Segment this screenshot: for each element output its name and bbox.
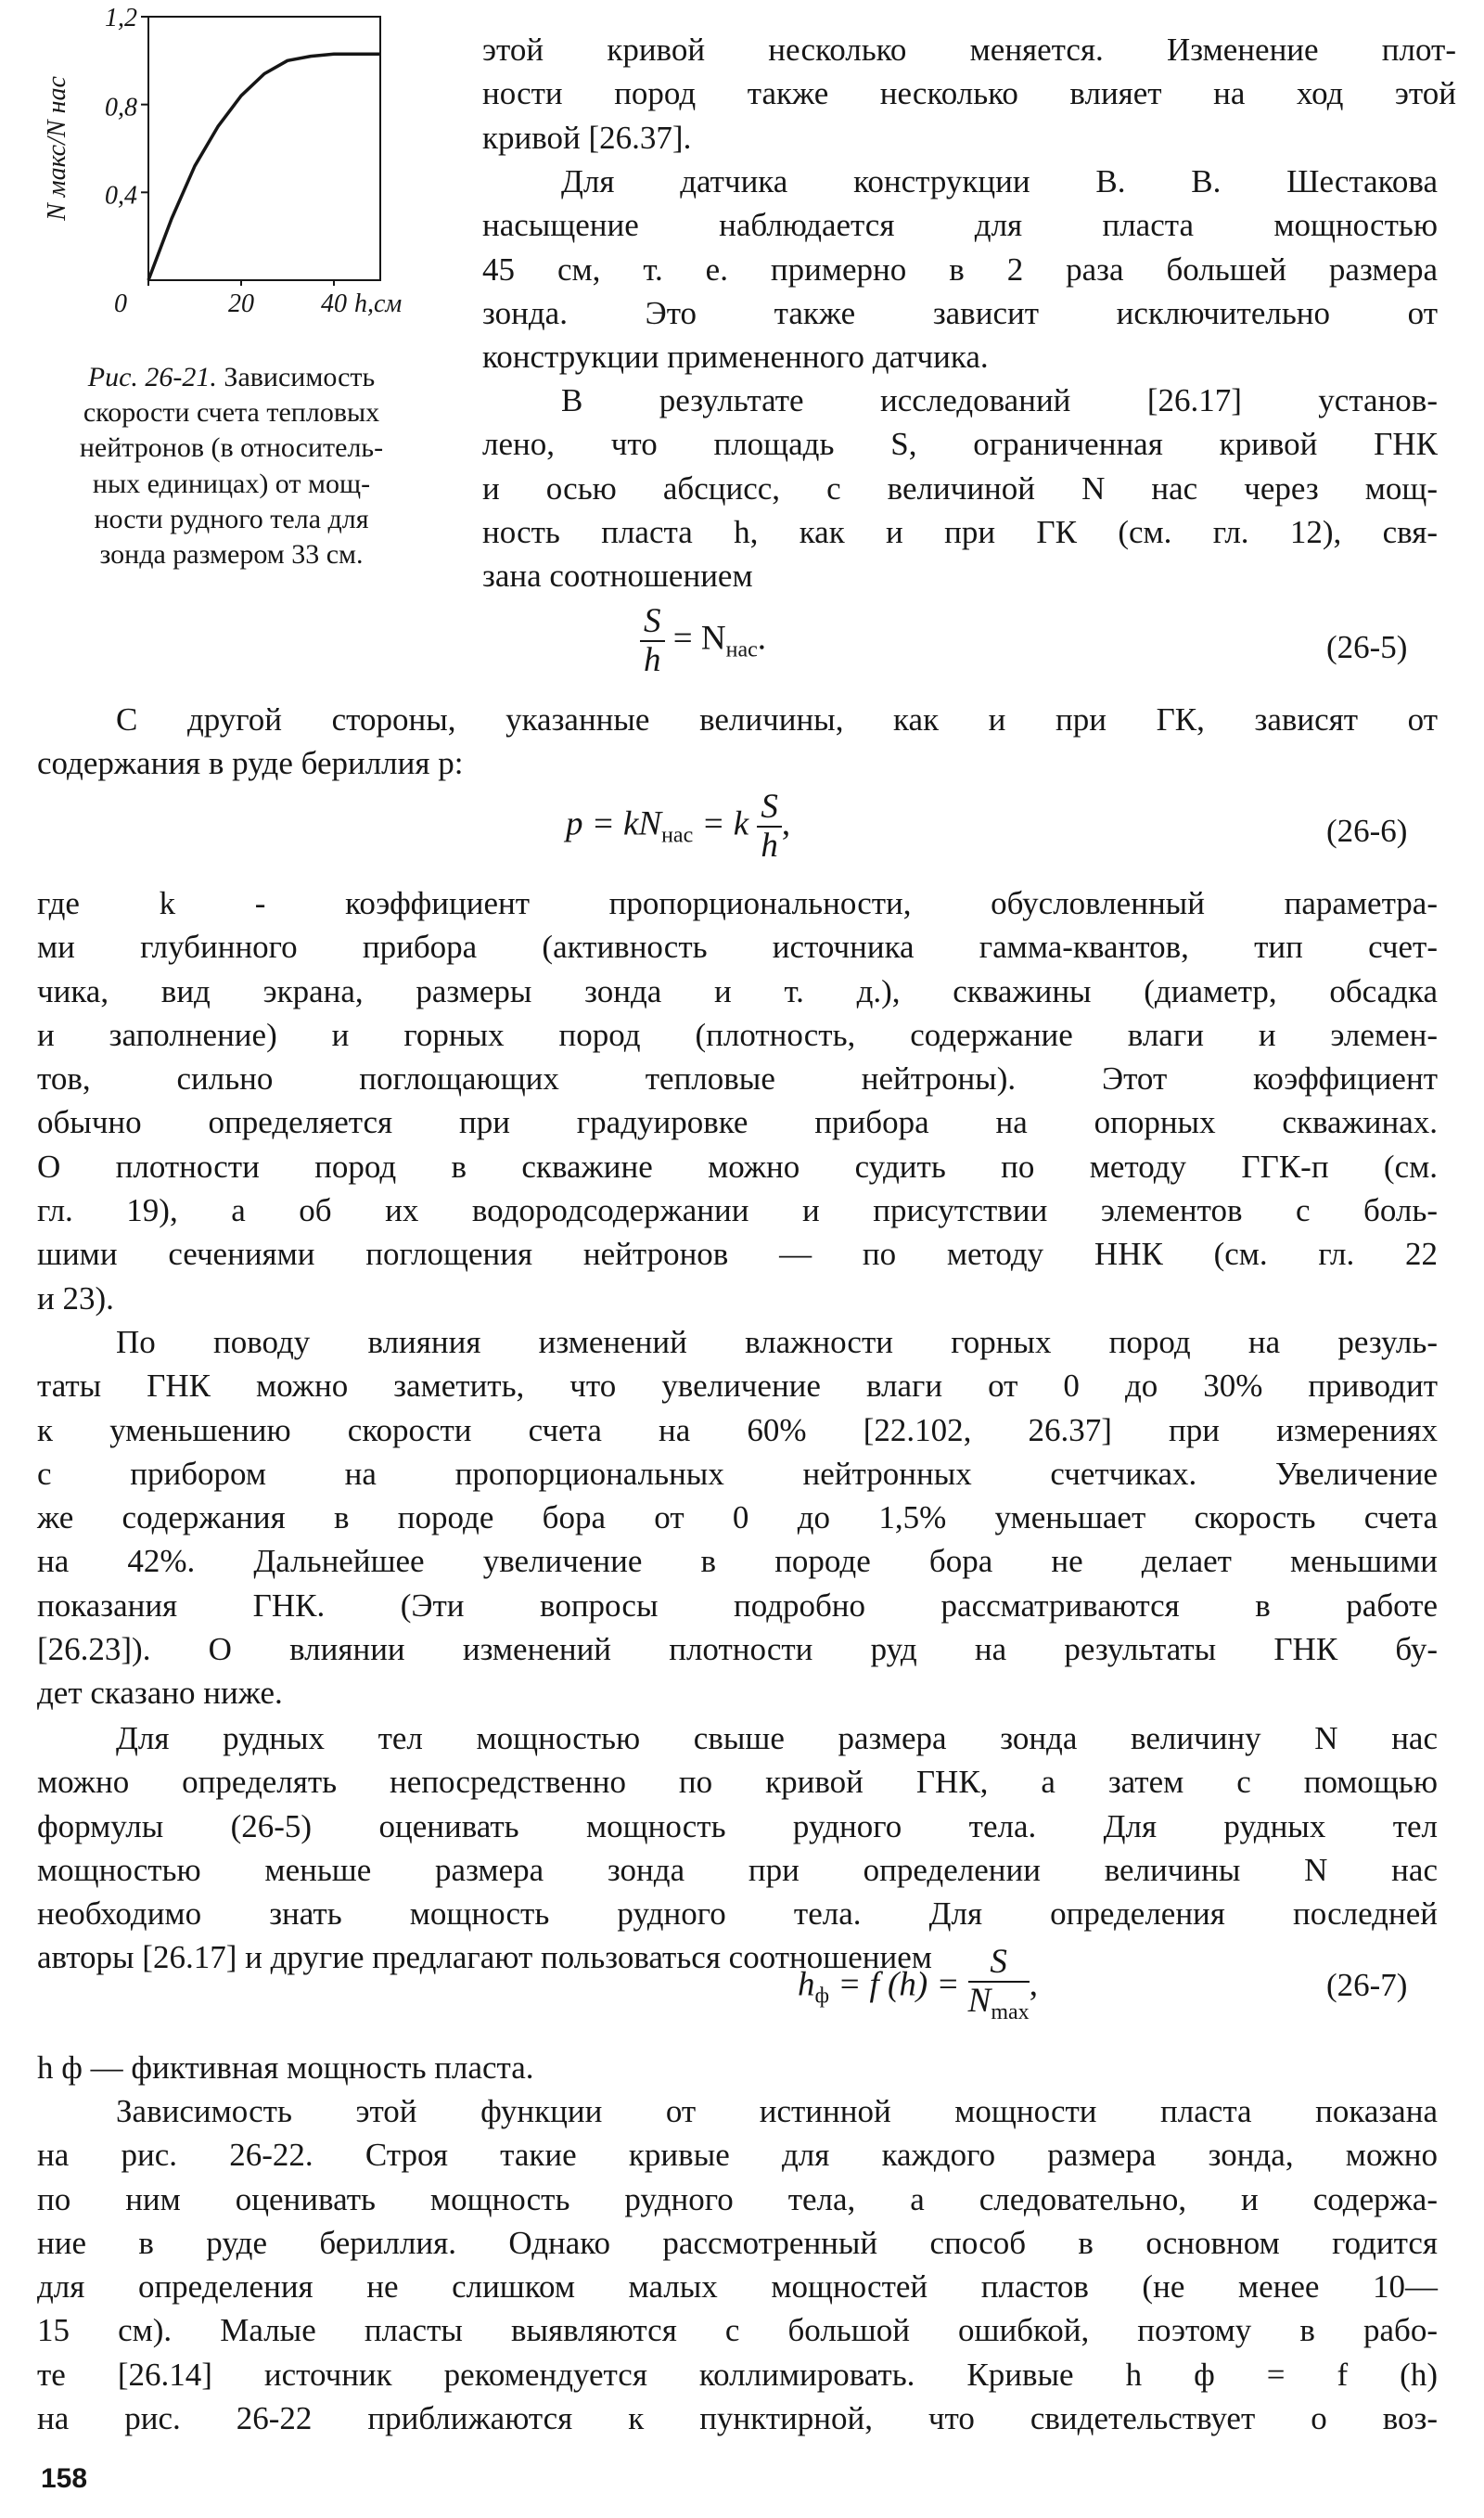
- y-tick-label: 0,4: [105, 181, 137, 211]
- caption-line: ных единицах) от мощ-: [92, 468, 371, 499]
- caption-line: нейтронов (в относитель-: [79, 432, 384, 464]
- plot-frame: [148, 17, 380, 280]
- y-axis-label: N макс/N нас: [43, 76, 71, 221]
- paragraph-8: h ф — фиктивная мощность пласта.: [37, 2049, 534, 2086]
- figure-26-21: [28, 4, 464, 318]
- caption-line: скорости счета тепловых: [83, 397, 380, 429]
- paragraph-9: Зависимость этой функции от истинной мощности пласта показана на рис. 26-22. Строя такие кривые для каждого размера зонда, можно по ним оценивать мощность рудного тела, а следовательно, и содержа- ние в руде бериллия. Однако рассмотренный способ в основном годится для определения не слишком малых мощностей пластов (не менее 10— 15 см). Малые пласты выявляются с большой ошибкой, поэтому в рабо- те [26.14] источник рекомендуется коллимировать. Кривые h ф = f (h) на рис. 26-22 приближаются к пунктирной, что свидетельствует о воз-: [37, 2093, 1438, 2437]
- x-tick-label: 40: [321, 289, 347, 318]
- paragraph-7: Для рудных тел мощностью свыше размера зонда величину N нас можно определять непосредственно по кривой ГНК, а затем с помощью формулы (26-5) оценивать мощность рудного тела. Для рудных тел мощностью меньше размера зонда при определении величины N нас необходимо знать мощность рудного тела. Для определения последней авторы [26.17] и другие предлагают пользоваться соотношением: [37, 1720, 1438, 1976]
- paragraph-4: С другой стороны, указанные величины, как и при ГК, зависят от содержания в руде бериллия p:: [37, 701, 1438, 782]
- equation-26-5: $\frac{S}{h}$ = $N_{нас}$.: [640, 603, 766, 679]
- paragraph-2: Для датчика конструкции В. В. Шестакова насыщение наблюдается для пласта мощностью 45 см, т. е. примерно в 2 раза большей размера зонда. Это также зависит исключительно от конструкции примененного датчика.: [482, 163, 1438, 376]
- x-tick-label: 20: [228, 289, 254, 318]
- paragraph-3: В результате исследований [26.17] установ- лено, что площадь S, ограниченная кривой ГНК и осью абсцисс, с величиной N нас через мощ- ность пласта h, как и при ГК (см. гл. 12), свя- зана соотношением: [482, 382, 1438, 595]
- y-tick-label: 1,2: [105, 4, 137, 32]
- caption-line: Зависимость: [224, 362, 376, 392]
- series-line: [148, 54, 380, 280]
- equation-26-7: $h_ф = f$ (h) = $\frac{S}{N_{max}}$ ,: [798, 1943, 1038, 2024]
- figure-caption: [20, 360, 442, 572]
- y-tick-label: 0,8: [105, 93, 137, 122]
- x-unit-label: h,см: [354, 289, 403, 318]
- caption-line: ности рудного тела для: [94, 503, 369, 534]
- caption-label: Рис. 26-21.: [87, 362, 217, 392]
- equation-26-6: $p = kN_{нас} = k$ $\frac{S}{h}$ ,: [566, 788, 791, 865]
- equation-number: (26-6): [1326, 813, 1408, 849]
- paragraph-6: По поводу влияния изменений влажности горных пород на резуль- таты ГНК можно заметить, что увеличение влаги от 0 до 30% приводит к уменьшению скорости счета на 60% [22.102, 26.37] при измерениях с прибором на пропорциональных нейтронных счетчиках. Увеличение же содержания в породе бора от 0 до 1,5% уменьшает скорость счета на 42%. Дальнейшее увеличение в породе бора не делает меньшими показания ГНК. (Эти вопросы подробно рассматриваются в работе [26.23]). О влиянии изменений плотности руд на результаты ГНК бу- дет сказано ниже.: [37, 1324, 1438, 1712]
- chart: [28, 4, 464, 318]
- x-tick-label: 0: [114, 289, 127, 318]
- paragraph-1: этой кривой несколько меняется. Изменение плот- ности пород также несколько влияет на ход этой кривой [26.37].: [482, 32, 1456, 156]
- paragraph-5: где k - коэффициент пропорциональности, обусловленный параметра- ми глубинного прибора (активность источника гамма-квантов, тип счет- чика, вид экрана, размеры зонда и т. д.), скважины (диаметр, обсадка и заполнение) и горных пород (плотность, содержание влаги и элемен- тов, сильно поглощающих тепловые нейтроны). Этот коэффициент обычно определяется при градуировке прибора на опорных скважинах. О плотности пород в скважине можно судить по методу ГГК-п (см. гл. 19), а об их водородсодержании и присутствии элементов с боль- шими сечениями поглощения нейтронов — по методу ННК (см. гл. 22 и 23).: [37, 885, 1438, 1317]
- page-number: 158: [41, 2463, 88, 2494]
- caption-line: зонда размером 33 см.: [99, 539, 364, 571]
- equation-number: (26-7): [1326, 1967, 1408, 2003]
- equation-number: (26-5): [1326, 629, 1408, 665]
